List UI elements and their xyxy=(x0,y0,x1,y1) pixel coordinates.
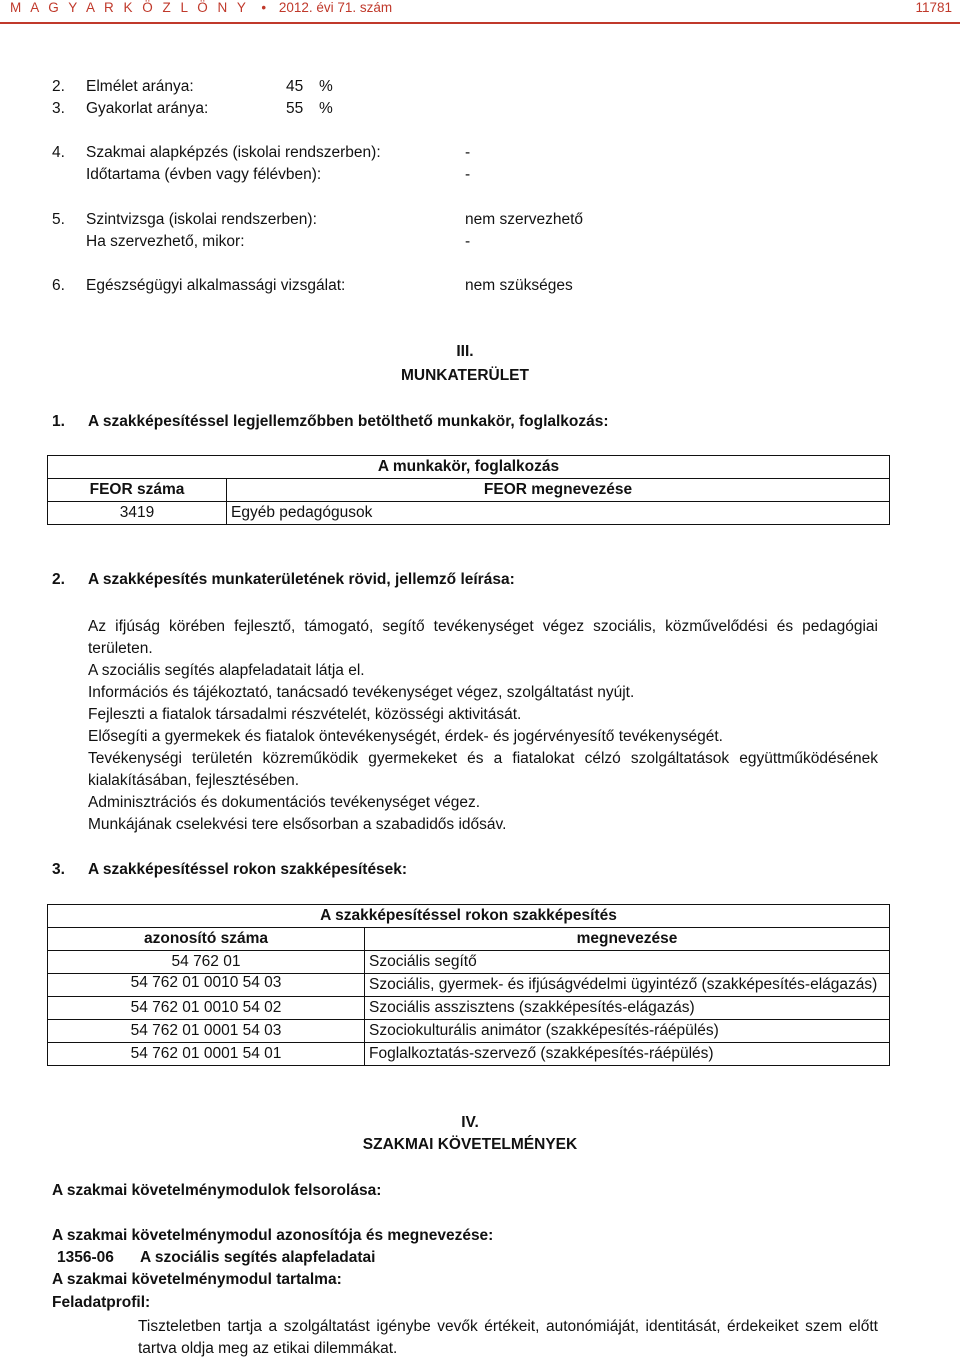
related-qualifications-table xyxy=(47,904,890,1066)
item-4b-label: Időtartama (évben vagy félévben): xyxy=(86,166,322,183)
item-6-label: Egészségügyi alkalmassági vizsgálat: xyxy=(86,277,346,294)
description-line: Információs és tájékoztató, tanácsadó tevékenységet végez, szolgáltatást nyújt. xyxy=(88,684,635,701)
table-row xyxy=(48,1020,890,1043)
s3-2-heading: A szakképesítés munkaterületének rövid, jellemző leírása: xyxy=(88,571,515,588)
module-name: A szociális segítés alapfeladatai xyxy=(140,1249,376,1266)
item-2-value: 45 xyxy=(286,78,304,95)
journal-header xyxy=(10,0,392,15)
feor-col-code: FEOR száma xyxy=(48,479,227,502)
feor-col-name: FEOR megnevezése xyxy=(227,479,890,502)
item-5-number: 5. xyxy=(52,211,65,228)
page-number: 11781 xyxy=(915,0,952,15)
related-name: Szociális asszisztens (szakképesítés-elágazás) xyxy=(365,997,890,1020)
bullet-separator: • xyxy=(261,0,267,15)
item-3-label: Gyakorlat aránya: xyxy=(86,100,209,117)
header-rule xyxy=(0,22,960,24)
related-id: 54 762 01 0001 54 03 xyxy=(48,1020,365,1043)
item-5b-value: - xyxy=(465,233,471,250)
item-4-label: Szakmai alapképzés (iskolai rendszerben): xyxy=(86,144,381,161)
related-table-caption: A szakképesítéssel rokon szakképesítés xyxy=(48,905,890,928)
related-id: 54 762 01 xyxy=(48,951,365,974)
table-row xyxy=(48,951,890,974)
description-line: Elősegíti a gyermekek és fiatalok öntevékenységét, érdek- és jogérvényesítő tevékenységét. xyxy=(88,728,723,745)
journal-title: M A G Y A R K Ö Z L Ö N Y xyxy=(10,0,249,15)
task-profile-text: Tiszteletben tartja a szolgáltatást igénybe vevők értékeit, autonómiáját, identitását, érdekeiket szem előtt tartva oldja meg az etikai dilemmákat. xyxy=(138,1318,878,1357)
section-3-title: MUNKATERÜLET xyxy=(400,367,529,384)
related-id: 54 762 01 0001 54 01 xyxy=(48,1043,365,1066)
related-name: Foglalkoztatás-szervező (szakképesítés-ráépülés) xyxy=(365,1043,890,1066)
module-content-heading: A szakmai követelménymodul tartalma: xyxy=(52,1271,342,1288)
feor-name: Egyéb pedagógusok xyxy=(227,502,890,525)
module-code: 1356-06 xyxy=(57,1249,114,1266)
description-line: Az ifjúság körében fejlesztő, támogató, segítő tevékenységet végez szociális, közművelődési és pedagógiai területen. xyxy=(88,618,878,657)
description-line: A szociális segítés alapfeladatait látja el. xyxy=(88,662,365,679)
s3-2-number: 2. xyxy=(52,571,65,588)
related-name: Szociális, gyermek- és ifjúságvédelmi ügyintéző (szakképesítés-elágazás) xyxy=(365,974,890,997)
related-id: 54 762 01 0010 54 02 xyxy=(48,997,365,1020)
item-3-value: 55 xyxy=(286,100,304,117)
modules-heading: A szakmai követelménymodulok felsorolása: xyxy=(52,1182,382,1199)
item-2-label: Elmélet aránya: xyxy=(86,78,194,95)
item-2-unit: % xyxy=(319,78,333,95)
module-id-heading: A szakmai követelménymodul azonosítója és megnevezése: xyxy=(52,1227,494,1244)
table-row xyxy=(48,974,890,997)
item-3-unit: % xyxy=(319,100,333,117)
section-4-title: SZAKMAI KÖVETELMÉNYEK xyxy=(362,1136,578,1153)
issue-label: 2012. évi 71. szám xyxy=(278,0,393,15)
related-id: 54 762 01 0010 54 03 xyxy=(48,974,365,997)
item-3-number: 3. xyxy=(52,100,65,117)
item-4b-value: - xyxy=(465,166,471,183)
related-name: Szociális segítő xyxy=(365,951,890,974)
description-line: Munkájának cselekvési tere elsősorban a szabadidős idősáv. xyxy=(88,816,507,833)
item-4-number: 4. xyxy=(52,144,65,161)
s3-1-heading: A szakképesítéssel legjellemzőbben betölthető munkakör, foglalkozás: xyxy=(88,413,609,430)
item-5b-label: Ha szervezhető, mikor: xyxy=(86,233,245,250)
related-col-id: azonosító száma xyxy=(48,928,365,951)
section-4-roman: IV. xyxy=(461,1114,479,1131)
related-name: Szociokulturális animátor (szakképesítés-ráépülés) xyxy=(365,1020,890,1043)
s3-1-number: 1. xyxy=(52,413,65,430)
task-profile-heading: Feladatprofil: xyxy=(52,1294,151,1311)
feor-table-caption: A munkakör, foglalkozás xyxy=(48,456,890,479)
s3-3-heading: A szakképesítéssel rokon szakképesítések: xyxy=(88,861,408,878)
item-6-value: nem szükséges xyxy=(465,277,573,294)
item-6-number: 6. xyxy=(52,277,65,294)
item-5-label: Szintvizsga (iskolai rendszerben): xyxy=(86,211,317,228)
description-line: Tevékenységi területén közreműködik gyermekeket és a fiatalokat célzó szolgáltatások együttműködésének kialakításában, fejlesztésében. xyxy=(88,750,878,789)
item-4-value: - xyxy=(465,144,471,161)
s3-3-number: 3. xyxy=(52,861,65,878)
item-5-value: nem szervezhető xyxy=(465,211,584,228)
table-row xyxy=(48,1043,890,1066)
related-col-name: megnevezése xyxy=(365,928,890,951)
work-area-description xyxy=(88,616,878,836)
table-row xyxy=(48,997,890,1020)
section-3-roman: III. xyxy=(456,343,474,360)
item-2-number: 2. xyxy=(52,78,65,95)
description-line: Fejleszti a fiatalok társadalmi részvételét, közösségi aktivitását. xyxy=(88,706,522,723)
description-line: Adminisztrációs és dokumentációs tevékenységet végez. xyxy=(88,794,481,811)
feor-table xyxy=(47,455,890,525)
feor-code: 3419 xyxy=(48,502,227,525)
